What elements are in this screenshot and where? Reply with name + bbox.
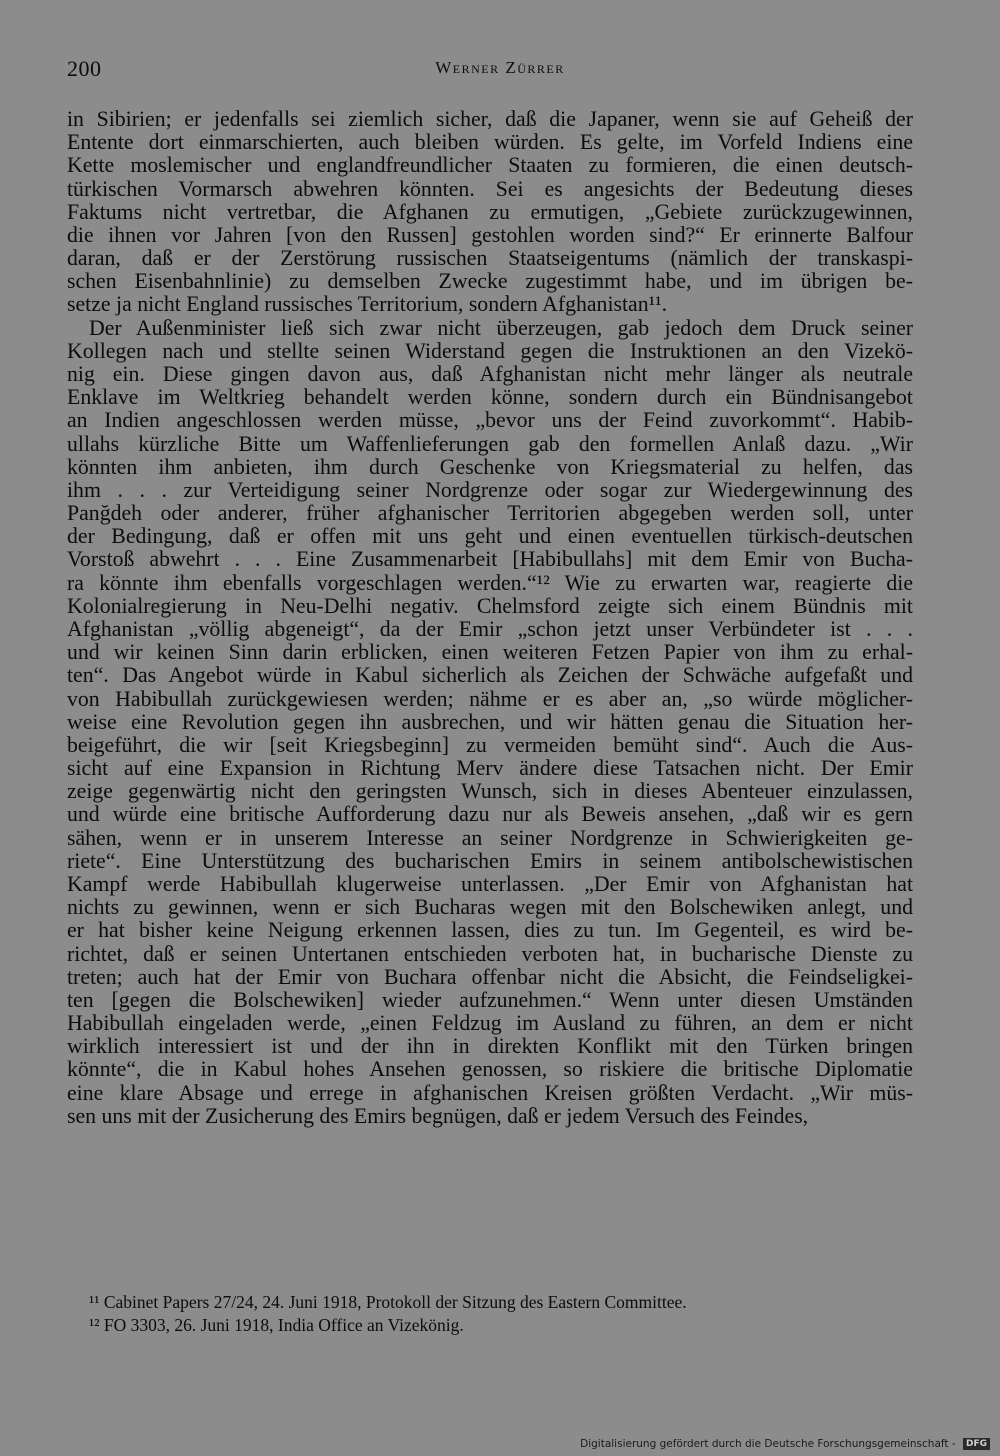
- text-line: sähen, wenn er in unserem Interesse an seiner Nordgrenze in Schwierigkeiten ge-: [67, 825, 913, 850]
- text-line: und würde eine britische Aufforderung dazu nur als Beweis ansehen, „daß wir es gern: [67, 802, 913, 827]
- text-line: von Habibullah zurückgewiesen werden; nähme er es aber an, „so würde möglicher-: [67, 686, 913, 711]
- text-line: Enklave im Weltkrieg behandelt werden könne, sondern durch ein Bündnisangebot: [67, 385, 913, 410]
- footer-credit: [0, 1438, 990, 1450]
- text-line: Panğdeh oder anderer, früher afghanischer Territorien abgegeben werden soll, unter: [67, 501, 913, 526]
- text-line: sen uns mit der Zusicherung des Emirs begnügen, daß er jedem Versuch des Feindes,: [67, 1103, 809, 1128]
- text-line: ra könnte ihm ebenfalls vorgeschlagen werden.“¹² Wie zu erwarten war, reagierte die: [67, 570, 913, 595]
- text-line: in Sibirien; er jedenfalls sei ziemlich sicher, daß die Japaner, wenn sie auf Geheiß der: [67, 107, 913, 131]
- text-line: treten; auch hat der Emir von Buchara offenbar nicht die Absicht, die Feindseligkei-: [67, 964, 913, 989]
- text-line: nig ein. Diese gingen davon aus, daß Afghanistan nicht mehr länger als neutrale: [67, 362, 913, 386]
- text-line: daran, daß er der Zerstörung russischen Staatseigentums (nämlich der transkaspi-: [67, 246, 913, 271]
- text-line: Kolonialregierung in Neu-Delhi negativ. Chelmsford zeigte sich einem Bündnis mit: [67, 593, 913, 618]
- text-line: türkischen Vormarsch abwehren könnten. Sei es angesichts der Bedeutung dieses: [67, 176, 913, 201]
- digitization-credit: Digitalisierung gefördert durch die Deutsche Forschungsgemeinschaft -: [580, 1438, 956, 1450]
- text-line: Entente dort einmarschierten, auch bleiben würden. Es gelte, im Vorfeld Indiens eine: [67, 130, 913, 155]
- text-line: wirklich interessiert ist und der ihn in direkten Konflikt mit den Türken bringen: [67, 1034, 913, 1059]
- text-line: zeige gegenwärtig nicht den geringsten Wunsch, sich in dieses Abenteuer einzulassen,: [67, 779, 913, 804]
- text-line: Kampf werde Habibullah klugerweise unterlassen. „Der Emir von Afghanistan hat: [67, 871, 913, 896]
- text-line: ten [gegen die Bolschewiken] wieder aufzunehmen.“ Wenn unter diesen Umständen: [67, 987, 913, 1012]
- text-line: Kette moslemischer und englandfreundlicher Staaten zu formieren, die einen deutsch-: [67, 153, 913, 178]
- text-line: ihm . . . zur Verteidigung seiner Nordgrenze oder sogar zur Wiedergewinnung des: [67, 477, 913, 502]
- text-line: könnten ihm anbieten, ihm durch Geschenke von Kriegsmaterial zu helfen, das: [67, 454, 913, 479]
- text-line: Faktums nicht vertretbar, die Afghanen zu ermutigen, „Gebiete zurückzugewinnen,: [67, 199, 913, 224]
- text-line: könnte“, die in Kabul hohes Ansehen genossen, so riskiere die britische Diplomatie: [67, 1057, 913, 1082]
- page-number: 200: [67, 56, 102, 81]
- text-line: ten“. Das Angebot würde in Kabul sicherlich als Zeichen der Schwäche aufgefaßt und: [67, 663, 913, 688]
- dfg-logo-icon: DFG: [963, 1438, 990, 1450]
- text-line: ullahs kürzliche Bitte um Waffenlieferungen gab den formellen Anlaß dazu. „Wir: [67, 431, 913, 456]
- text-line: Vorstoß abwehrt . . . Eine Zusammenarbeit [Habibullahs] mit dem Emir von Bucha-: [67, 547, 913, 572]
- text-line: Kollegen nach und stellte seinen Widerstand gegen die Instruktionen an den Vizekö-: [67, 338, 913, 363]
- text-line: richtet, daß er seinen Untertanen entschieden verboten hat, in bucharische Dienste zu: [67, 941, 913, 966]
- text-line: weise eine Revolution gegen ihn ausbrechen, und wir hätten genau die Situation her-: [67, 709, 913, 734]
- text-line: Habibullah eingeladen werde, „einen Feldzug im Ausland zu führen, an dem er nicht: [67, 1011, 913, 1035]
- text-line: Der Außenminister ließ sich zwar nicht überzeugen, gab jedoch dem Druck seiner: [89, 315, 913, 340]
- text-line: nichts zu gewinnen, wenn er sich Bucharas wegen mit den Bolschewiken anlegt, und: [67, 895, 913, 920]
- text-line: eine klare Absage und errege in afghanischen Kreisen größten Verdacht. „Wir müs-: [67, 1080, 913, 1105]
- text-line: an Indien angeschlossen werden müsse, „bevor uns der Feind zuvorkommt“. Habib-: [67, 408, 913, 433]
- text-line: Afghanistan „völlig abgeneigt“, da der Emir „schon jetzt unser Verbündeter ist . . .: [67, 617, 913, 641]
- text-line: riete“. Eine Unterstützung des bucharischen Emirs in seinem antibolschewistischen: [67, 848, 913, 873]
- footnote: ¹¹ Cabinet Papers 27/24, 24. Juni 1918, Protokoll der Sitzung des Eastern Committee.: [89, 1292, 687, 1312]
- text-line: beigeführt, die wir [seit Kriegsbeginn] zu vermeiden bemüht sind“. Auch die Aus-: [67, 732, 913, 757]
- running-head: Werner Zürrer: [435, 58, 565, 77]
- text-line: und wir keinen Sinn darin erblicken, einen weiteren Fetzen Papier von ihm zu erhal-: [67, 640, 913, 665]
- footnote: ¹² FO 3303, 26. Juni 1918, India Office an Vizekönig.: [89, 1315, 464, 1335]
- text-line: der Bedingung, daß er offen mit uns geht und einen eventuellen türkisch-deutschen: [67, 524, 913, 549]
- text-line: er hat bisher keine Neigung erkennen lassen, dies zu tun. Im Gegenteil, es wird be-: [67, 918, 913, 943]
- text-line: schen Eisenbahnlinie) zu demselben Zwecke zugestimmt habe, und im übrigen be-: [67, 269, 913, 294]
- text-line: die ihnen vor Jahren [von den Russen] gestohlen worden sind?“ Er erinnerte Balfour: [67, 222, 913, 247]
- text-line: sicht auf eine Expansion in Richtung Merv ändere diese Tatsachen nicht. Der Emir: [67, 756, 913, 780]
- text-line: setze ja nicht England russisches Territorium, sondern Afghanistan¹¹.: [67, 292, 668, 317]
